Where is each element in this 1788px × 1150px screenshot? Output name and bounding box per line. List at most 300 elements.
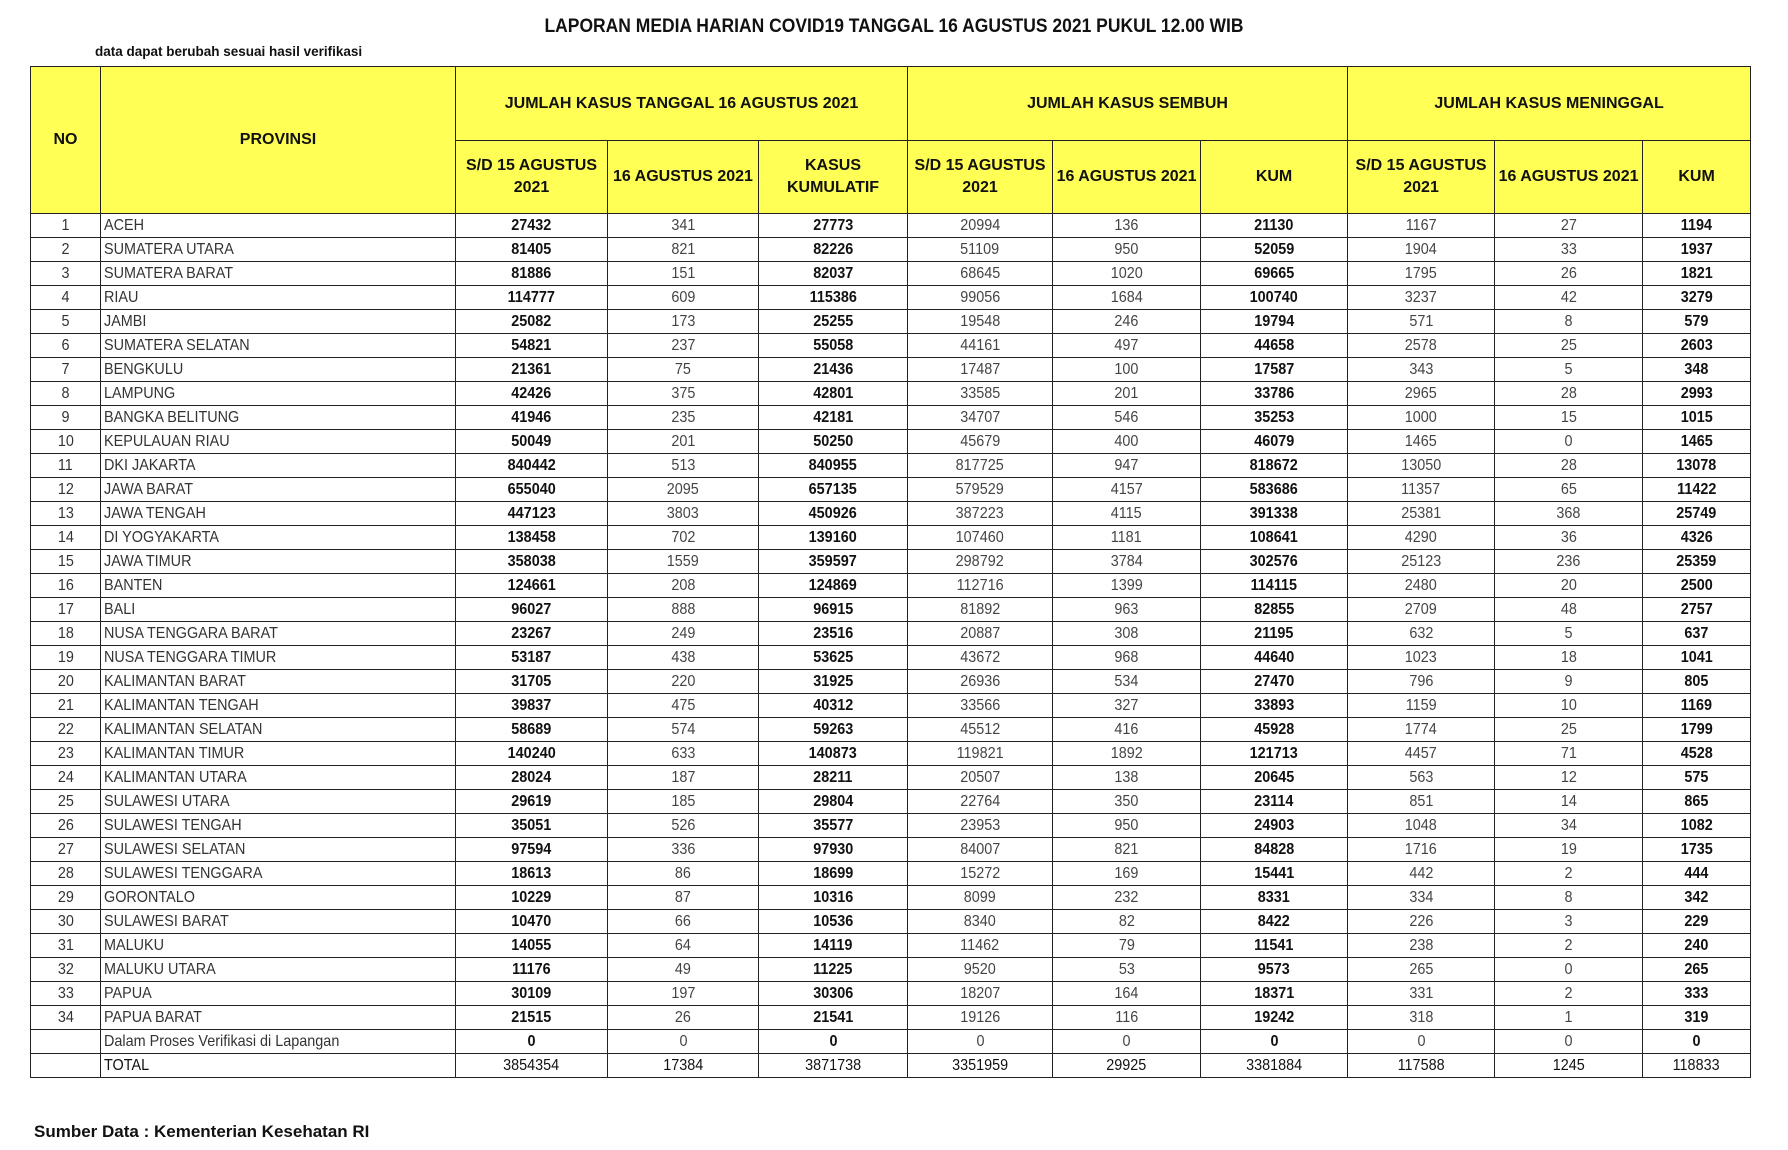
province-cell [101,502,456,526]
kasus-sd15-cell [456,262,608,286]
meninggal-16-cell [1495,286,1643,310]
kasus-sd15-cell [456,502,608,526]
header-meninggal-16: 16 AGUSTUS 2021 [1495,141,1643,214]
meninggal-kum-cell [1643,766,1751,790]
kasus-16-cell-text: 187 [670,769,696,786]
meninggal-16-cell [1495,310,1643,334]
meninggal-16-cell-text: 236 [1556,553,1581,570]
sembuh-sd15-cell-text: 45512 [960,721,1001,738]
meninggal-kum-cell [1643,1006,1751,1030]
meninggal-kum-cell-text: 342 [1684,889,1709,906]
meninggal-sd15-cell-text: 25123 [1401,553,1442,570]
province-cell-text: RIAU [104,289,139,306]
meninggal-sd15-cell-text: 3237 [1405,289,1438,306]
kasus-sd15-cell [456,982,608,1006]
no-cell-text: 7 [61,361,70,378]
kasus-16-cell-text: 197 [670,985,696,1002]
kasus-sd15-cell [456,694,608,718]
no-cell [31,766,101,790]
sembuh-kum-cell [1201,1006,1348,1030]
header-group-meninggal: JUMLAH KASUS MENINGGAL [1348,67,1751,141]
sembuh-kum-cell [1201,1054,1348,1078]
meninggal-16-cell [1495,478,1643,502]
meninggal-16-cell [1495,718,1643,742]
kasus-kumulatif-cell-text: 10536 [812,913,854,930]
kasus-kumulatif-cell-text: 21436 [812,361,854,378]
kasus-sd15-cell-text: 18613 [511,865,552,882]
table-row [31,814,1751,838]
no-cell-text: 25 [57,793,74,810]
kasus-kumulatif-cell-text: 139160 [808,529,858,546]
sembuh-sd15-cell [908,526,1053,550]
meninggal-kum-cell [1643,238,1751,262]
meninggal-kum-cell [1643,454,1751,478]
meninggal-16-cell-text: 3 [1564,913,1573,930]
province-cell [101,262,456,286]
meninggal-sd15-cell [1348,910,1495,934]
province-cell [101,526,456,550]
kasus-sd15-cell-text: 14055 [511,937,552,954]
kasus-sd15-cell [456,958,608,982]
sembuh-16-cell [1053,622,1201,646]
meninggal-kum-cell [1643,406,1751,430]
meninggal-kum-cell-text: 11422 [1676,481,1717,498]
sembuh-16-cell [1053,790,1201,814]
sembuh-kum-cell-text: 19794 [1254,313,1295,330]
sembuh-16-cell-text: 400 [1114,433,1139,450]
sembuh-kum-cell [1201,742,1348,766]
sembuh-kum-cell-text: 17587 [1254,361,1295,378]
meninggal-sd15-cell [1348,430,1495,454]
province-cell [101,382,456,406]
meninggal-16-cell [1495,1054,1643,1078]
sembuh-sd15-cell [908,742,1053,766]
meninggal-sd15-cell [1348,574,1495,598]
sembuh-kum-cell [1201,358,1348,382]
no-cell-text: 9 [61,409,70,426]
sembuh-sd15-cell-text: 81892 [960,601,1001,618]
kasus-kumulatif-cell-text: 10316 [812,889,854,906]
meninggal-16-cell-text: 19 [1560,841,1577,858]
sembuh-kum-cell-text: 27470 [1254,673,1295,690]
kasus-kumulatif-cell [759,550,908,574]
province-cell [101,622,456,646]
table-row [31,286,1751,310]
sembuh-sd15-cell [908,1006,1053,1030]
province-cell-text: SUMATERA SELATAN [104,337,250,354]
kasus-kumulatif-cell [759,574,908,598]
no-cell [31,670,101,694]
meninggal-16-cell-text: 25 [1560,337,1577,354]
header-meninggal-kum: KUM [1643,141,1751,214]
meninggal-16-cell [1495,406,1643,430]
kasus-kumulatif-cell [759,1054,908,1078]
no-cell [31,406,101,430]
meninggal-kum-cell [1643,214,1751,238]
meninggal-16-cell [1495,214,1643,238]
kasus-kumulatif-cell-text: 450926 [808,505,858,522]
meninggal-sd15-cell-text: 331 [1409,985,1434,1002]
meninggal-16-cell [1495,550,1643,574]
sembuh-sd15-cell [908,1030,1053,1054]
kasus-sd15-cell-text: 28024 [511,769,552,786]
meninggal-kum-cell-text: 2993 [1680,385,1713,402]
meninggal-kum-cell-text: 2757 [1680,601,1713,618]
meninggal-kum-cell [1643,838,1751,862]
kasus-kumulatif-cell [759,862,908,886]
meninggal-kum-cell-text: 1799 [1680,721,1713,738]
sembuh-sd15-cell-text: 22764 [960,793,1001,810]
meninggal-kum-cell-text: 4528 [1680,745,1713,762]
sembuh-kum-cell [1201,982,1348,1006]
sembuh-sd15-cell-text: 17487 [960,361,1001,378]
kasus-16-cell [608,934,759,958]
no-cell [31,310,101,334]
province-cell [101,550,456,574]
no-cell-text: 6 [61,337,70,354]
sembuh-16-cell-text: 327 [1114,697,1139,714]
province-cell [101,574,456,598]
sembuh-sd15-cell-text: 33566 [960,697,1001,714]
meninggal-sd15-cell-text: 1465 [1405,433,1438,450]
province-cell-text: KALIMANTAN TENGAH [104,697,259,714]
kasus-kumulatif-cell [759,286,908,310]
sembuh-kum-cell-text: 583686 [1250,481,1299,498]
sembuh-16-cell-text: 968 [1114,649,1139,666]
kasus-sd15-cell-text: 53187 [511,649,552,666]
sembuh-sd15-cell-text: 20994 [960,217,1001,234]
sembuh-kum-cell [1201,286,1348,310]
kasus-kumulatif-cell [759,334,908,358]
sembuh-sd15-cell-text: 26936 [960,673,1001,690]
province-cell [101,1030,456,1054]
sembuh-16-cell-text: 308 [1114,625,1139,642]
sembuh-sd15-cell [908,598,1053,622]
meninggal-sd15-cell [1348,766,1495,790]
kasus-16-cell-text: 336 [670,841,696,858]
province-cell-text: BENGKULU [104,361,184,378]
sembuh-sd15-cell [908,310,1053,334]
sembuh-16-cell [1053,670,1201,694]
meninggal-kum-cell-text: 575 [1684,769,1709,786]
table-row [31,718,1751,742]
no-cell [31,502,101,526]
kasus-16-cell-text: 173 [670,313,696,330]
kasus-sd15-cell-text: 21361 [511,361,552,378]
meninggal-sd15-cell-text: 1023 [1405,649,1438,666]
sembuh-kum-cell-text: 3381884 [1246,1057,1303,1074]
kasus-sd15-cell [456,286,608,310]
kasus-16-cell-text: 2095 [666,481,700,498]
kasus-sd15-cell-text: 114777 [507,289,556,306]
kasus-sd15-cell-text: 35051 [511,817,552,834]
meninggal-kum-cell [1643,598,1751,622]
kasus-kumulatif-cell [759,358,908,382]
table-row [31,454,1751,478]
sembuh-16-cell-text: 546 [1114,409,1139,426]
sembuh-sd15-cell [908,838,1053,862]
meninggal-sd15-cell-text: 13050 [1401,457,1442,474]
kasus-sd15-cell-text: 29619 [511,793,552,810]
no-cell-text: 27 [57,841,74,858]
kasus-kumulatif-cell [759,790,908,814]
table-row [31,982,1751,1006]
meninggal-kum-cell-text: 25749 [1676,505,1717,522]
kasus-16-cell [608,814,759,838]
kasus-kumulatif-cell [759,310,908,334]
meninggal-kum-cell-text: 1015 [1680,409,1713,426]
kasus-sd15-cell [456,430,608,454]
sembuh-kum-cell [1201,862,1348,886]
kasus-kumulatif-cell-text: 97930 [812,841,854,858]
sembuh-kum-cell-text: 108641 [1250,529,1299,546]
province-cell [101,742,456,766]
sembuh-16-cell-text: 29925 [1106,1057,1147,1074]
sembuh-16-cell [1053,958,1201,982]
meninggal-kum-cell [1643,550,1751,574]
kasus-sd15-cell-text: 81405 [511,241,552,258]
table-row [31,838,1751,862]
no-cell [31,910,101,934]
sembuh-16-cell-text: 116 [1115,1009,1139,1026]
province-cell-text: JAWA BARAT [104,481,194,498]
sembuh-sd15-cell [908,646,1053,670]
table-row [31,694,1751,718]
kasus-16-cell [608,958,759,982]
province-cell-text: SUMATERA BARAT [104,265,234,282]
meninggal-16-cell-text: 10 [1560,697,1577,714]
meninggal-16-cell-text: 34 [1560,817,1577,834]
sembuh-sd15-cell [908,430,1053,454]
province-cell [101,910,456,934]
kasus-kumulatif-cell [759,838,908,862]
meninggal-kum-cell [1643,814,1751,838]
sembuh-sd15-cell-text: 20507 [960,769,1001,786]
kasus-16-cell-text: 0 [678,1033,688,1050]
kasus-16-cell-text: 87 [674,889,692,906]
kasus-kumulatif-cell [759,502,908,526]
kasus-kumulatif-cell [759,262,908,286]
sembuh-16-cell-text: 1181 [1111,529,1143,546]
kasus-kumulatif-cell-text: 657135 [808,481,858,498]
meninggal-sd15-cell-text: 0 [1417,1033,1426,1050]
meninggal-sd15-cell [1348,310,1495,334]
meninggal-16-cell-text: 71 [1560,745,1577,762]
province-cell-text: BANTEN [104,577,163,594]
meninggal-kum-cell-text: 4326 [1680,529,1713,546]
sembuh-16-cell-text: 350 [1114,793,1139,810]
no-cell [31,550,101,574]
sembuh-kum-cell-text: 0 [1270,1033,1279,1050]
no-cell [31,478,101,502]
sembuh-sd15-cell [908,622,1053,646]
kasus-sd15-cell [456,478,608,502]
meninggal-sd15-cell-text: 4457 [1405,745,1438,762]
province-cell [101,334,456,358]
no-cell-text: 33 [57,985,74,1002]
no-cell-text: 23 [57,745,74,762]
kasus-16-cell [608,694,759,718]
meninggal-16-cell [1495,910,1643,934]
kasus-16-cell [608,262,759,286]
province-cell-text: MALUKU [104,937,165,954]
meninggal-16-cell [1495,670,1643,694]
meninggal-sd15-cell [1348,886,1495,910]
sembuh-kum-cell-text: 20645 [1254,769,1295,786]
sembuh-16-cell [1053,766,1201,790]
kasus-sd15-cell-text: 124661 [507,577,556,594]
sembuh-16-cell [1053,982,1201,1006]
sembuh-16-cell-text: 3784 [1110,553,1143,570]
sembuh-sd15-cell-text: 15272 [960,865,1001,882]
province-cell [101,934,456,958]
province-cell [101,310,456,334]
meninggal-sd15-cell-text: 117588 [1397,1057,1445,1074]
province-cell [101,358,456,382]
sembuh-kum-cell [1201,262,1348,286]
kasus-kumulatif-cell [759,430,908,454]
kasus-16-cell-text: 26 [674,1009,692,1026]
table-row [31,238,1751,262]
kasus-kumulatif-cell [759,1030,908,1054]
kasus-sd15-cell-text: 58689 [511,721,552,738]
no-cell [31,526,101,550]
no-cell [31,1054,101,1078]
sembuh-sd15-cell [908,406,1053,430]
meninggal-kum-cell [1643,622,1751,646]
meninggal-sd15-cell [1348,286,1495,310]
province-cell-text: SULAWESI SELATAN [104,841,246,858]
sembuh-sd15-cell-text: 8099 [964,889,997,906]
meninggal-kum-cell-text: 1735 [1680,841,1713,858]
meninggal-kum-cell [1643,982,1751,1006]
sembuh-sd15-cell-text: 298792 [955,553,1005,570]
kasus-16-cell [608,214,759,238]
meninggal-sd15-cell-text: 442 [1409,865,1434,882]
no-cell-text: 15 [57,553,74,570]
kasus-kumulatif-cell [759,1006,908,1030]
no-cell [31,814,101,838]
kasus-sd15-cell-text: 54821 [511,337,552,354]
kasus-16-cell-text: 888 [670,601,696,618]
sembuh-kum-cell [1201,814,1348,838]
sembuh-16-cell-text: 534 [1114,673,1139,690]
no-cell-text: 30 [57,913,74,930]
meninggal-kum-cell [1643,358,1751,382]
table-row [31,862,1751,886]
kasus-sd15-cell [456,742,608,766]
sembuh-16-cell-text: 0 [1122,1033,1131,1050]
kasus-sd15-cell [456,622,608,646]
kasus-kumulatif-cell-text: 42181 [812,409,854,426]
kasus-kumulatif-cell-text: 140873 [808,745,858,762]
kasus-16-cell-text: 821 [670,241,696,258]
kasus-16-cell [608,334,759,358]
no-cell-text: 1 [61,217,70,234]
kasus-kumulatif-cell [759,814,908,838]
no-cell-text: 12 [57,481,74,498]
meninggal-sd15-cell-text: 1716 [1405,841,1438,858]
meninggal-kum-cell-text: 1937 [1680,241,1713,258]
sembuh-kum-cell [1201,502,1348,526]
sembuh-kum-cell-text: 18371 [1254,985,1295,1002]
sembuh-kum-cell-text: 24903 [1254,817,1295,834]
province-cell-text: GORONTALO [104,889,195,906]
meninggal-16-cell [1495,502,1643,526]
meninggal-sd15-cell-text: 851 [1409,793,1434,810]
sembuh-kum-cell [1201,238,1348,262]
kasus-16-cell-text: 75 [674,361,692,378]
no-cell-text: 10 [57,433,74,450]
sembuh-sd15-cell-text: 34707 [960,409,1001,426]
sembuh-sd15-cell [908,910,1053,934]
sembuh-16-cell [1053,862,1201,886]
meninggal-16-cell [1495,382,1643,406]
kasus-kumulatif-cell-text: 23516 [812,625,854,642]
province-cell-text: MALUKU UTARA [104,961,216,978]
meninggal-16-cell [1495,646,1643,670]
province-cell [101,718,456,742]
meninggal-16-cell [1495,1006,1643,1030]
meninggal-kum-cell [1643,646,1751,670]
sembuh-kum-cell-text: 818672 [1250,457,1299,474]
no-cell [31,454,101,478]
sembuh-16-cell-text: 497 [1114,337,1139,354]
no-cell [31,646,101,670]
sembuh-sd15-cell [908,502,1053,526]
table-row [31,214,1751,238]
province-cell-text: LAMPUNG [104,385,176,402]
header-sembuh-sd15: S/D 15 AGUSTUS 2021 [908,141,1053,214]
no-cell-text: 19 [57,649,74,666]
kasus-sd15-cell [456,910,608,934]
meninggal-sd15-cell-text: 318 [1409,1009,1434,1026]
sembuh-sd15-cell-text: 579529 [955,481,1005,498]
kasus-kumulatif-cell [759,886,908,910]
province-cell [101,790,456,814]
meninggal-16-cell [1495,430,1643,454]
province-cell [101,862,456,886]
header-no: NO [31,67,101,214]
kasus-16-cell [608,742,759,766]
sembuh-16-cell-text: 950 [1114,817,1139,834]
sembuh-16-cell-text: 4157 [1110,481,1143,498]
sembuh-sd15-cell-text: 43672 [960,649,1001,666]
kasus-sd15-cell [456,454,608,478]
province-cell [101,646,456,670]
meninggal-sd15-cell-text: 2965 [1405,385,1438,402]
sembuh-kum-cell [1201,766,1348,790]
meninggal-16-cell-text: 5 [1564,361,1573,378]
sembuh-sd15-cell-text: 3351959 [951,1057,1009,1074]
kasus-sd15-cell-text: 30109 [511,985,552,1002]
sembuh-16-cell [1053,910,1201,934]
kasus-16-cell [608,670,759,694]
kasus-16-cell [608,358,759,382]
meninggal-sd15-cell [1348,598,1495,622]
meninggal-kum-cell-text: 1041 [1680,649,1713,666]
sembuh-kum-cell-text: 21195 [1254,625,1294,642]
sembuh-16-cell-text: 947 [1114,457,1139,474]
meninggal-sd15-cell-text: 2709 [1405,601,1438,618]
province-cell-text: TOTAL [104,1057,150,1074]
sembuh-sd15-cell [908,574,1053,598]
kasus-sd15-cell-text: 27432 [511,217,552,234]
meninggal-16-cell-text: 20 [1560,577,1577,594]
kasus-kumulatif-cell-text: 0 [829,1033,838,1050]
kasus-kumulatif-cell-text: 21541 [812,1009,854,1026]
meninggal-16-cell-text: 33 [1560,241,1577,258]
